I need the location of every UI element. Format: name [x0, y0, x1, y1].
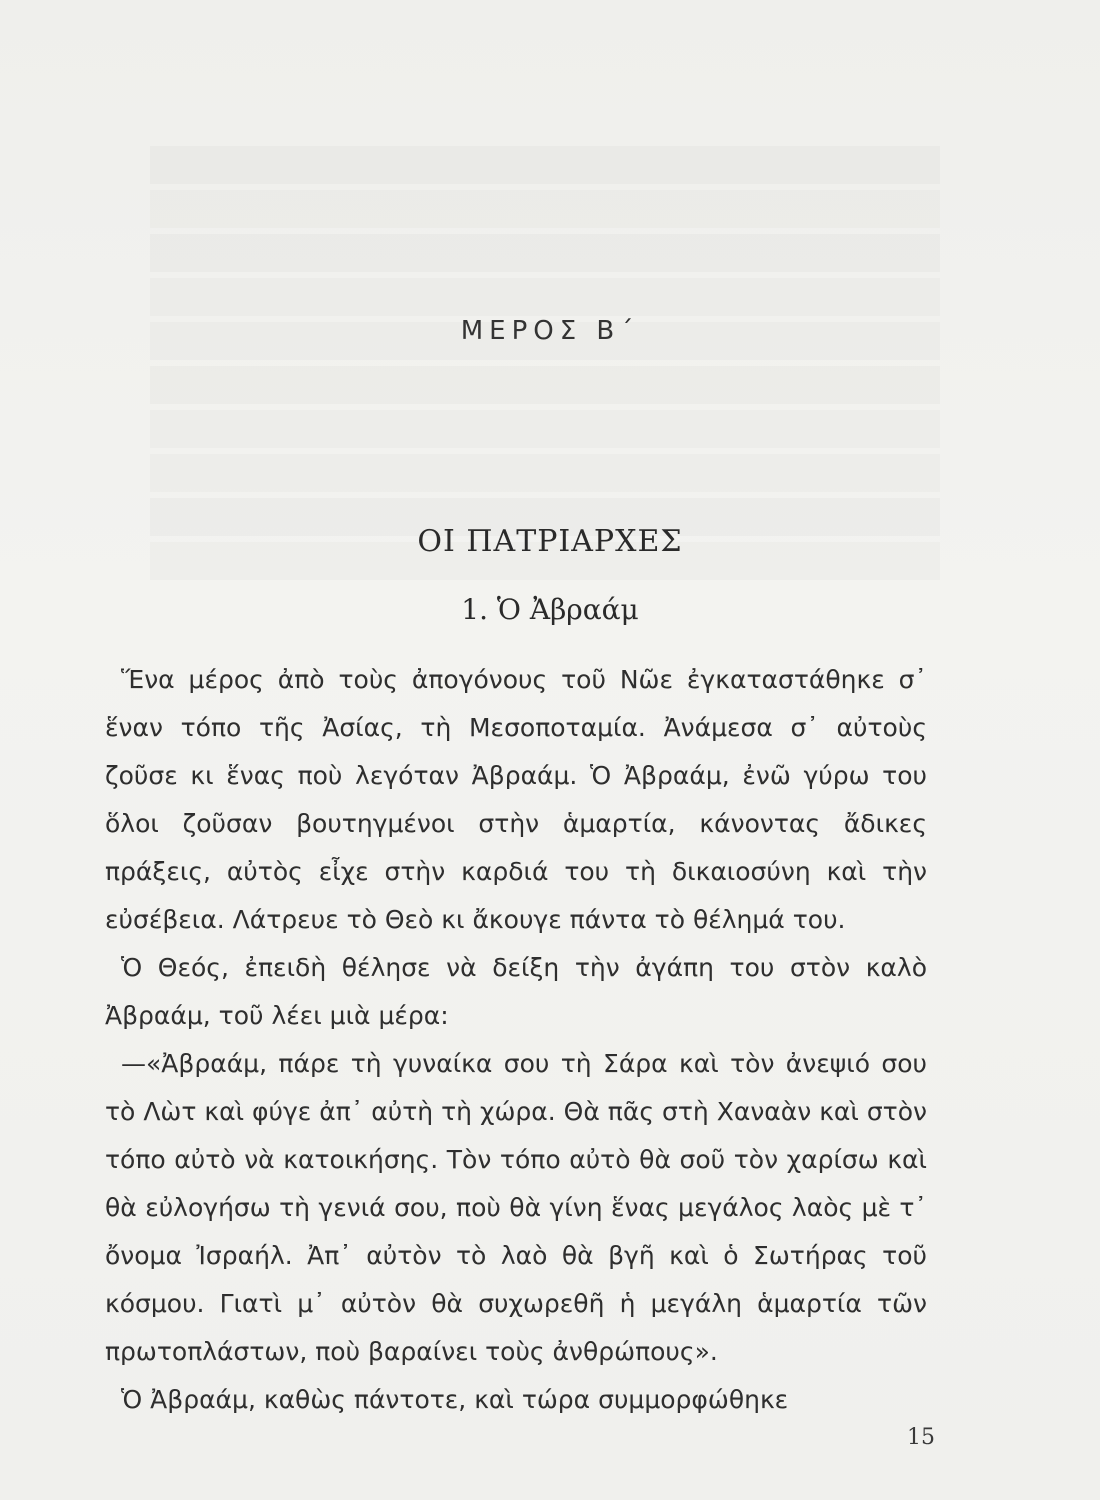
- paragraph: —«Ἀβραάμ, πάρε τὴ γυναίκα σου τὴ Σάρα καὶ τὸν ἀνεψιό σου τὸ Λὼτ καὶ φύγε ἀπ᾽ αὐτὴ τὴ χώρα. Θὰ πᾶς στὴ Χαναὰν καὶ στὸν τόπο αὐτὸ νὰ κατοικήσης. Τὸν τόπο αὐτὸ θὰ σοῦ τὸν χαρίσω καὶ θὰ εὐλογήσω τὴ γενιά σου, ποὺ θὰ γίνη ἕνας μεγάλος λαὸς μὲ τ᾽ ὄνομα Ἰσραήλ. Ἀπ᾽ αὐτὸν τὸ λαὸ θὰ βγῆ καὶ ὁ Σωτήρας τοῦ κόσμου. Γιατὶ μ᾽ αὐτὸν θὰ συχωρεθῆ ἡ μεγάλη ἁμαρτία τῶν πρωτοπλάστων, ποὺ βαραίνει τοὺς ἀνθρώπους».: [105, 1049, 927, 1366]
- body-text: [105, 656, 927, 1424]
- page-number: 15: [907, 1425, 935, 1450]
- paragraph: Ὁ Ἀβραάμ, καθὼς πάντοτε, καὶ τώρα συμμορφώθηκε: [121, 1385, 789, 1414]
- part-title: ΜΕΡΟΣ Β΄: [460, 316, 640, 346]
- paragraph: Ὁ Θεός, ἐπειδὴ θέλησε νὰ δείξη τὴν ἀγάπη του στὸν καλὸ Ἀβραάμ, τοῦ λέει μιὰ μέρα:: [105, 953, 927, 1030]
- paragraph: Ἕνα μέρος ἀπὸ τοὺς ἀπογόνους τοῦ Νῶε ἐγκαταστάθηκε σ᾽ ἕναν τόπο τῆς Ἀσίας, τὴ Μεσοποταμία. Ἀνάμεσα σ᾽ αὐτοὺς ζοῦσε κι ἕνας ποὺ λεγόταν Ἀβραάμ. Ὁ Ἀβραάμ, ἐνῶ γύρω του ὅλοι ζοῦσαν βουτηγμένοι στὴν ἁμαρτία, κάνοντας ἄδικες πράξεις, αὐτὸς εἶχε στὴν καρδιά του τὴ δικαιοσύνη καὶ τὴν εὐσέβεια. Λάτρευε τὸ Θεὸ κι ἄκουγε πάντα τὸ θέλημά του.: [105, 665, 927, 934]
- chapter-title: 1. Ὁ Ἀβραάμ: [461, 593, 639, 626]
- section-title: ΟΙ ΠΑΤΡΙΑΡΧΕΣ: [417, 524, 683, 559]
